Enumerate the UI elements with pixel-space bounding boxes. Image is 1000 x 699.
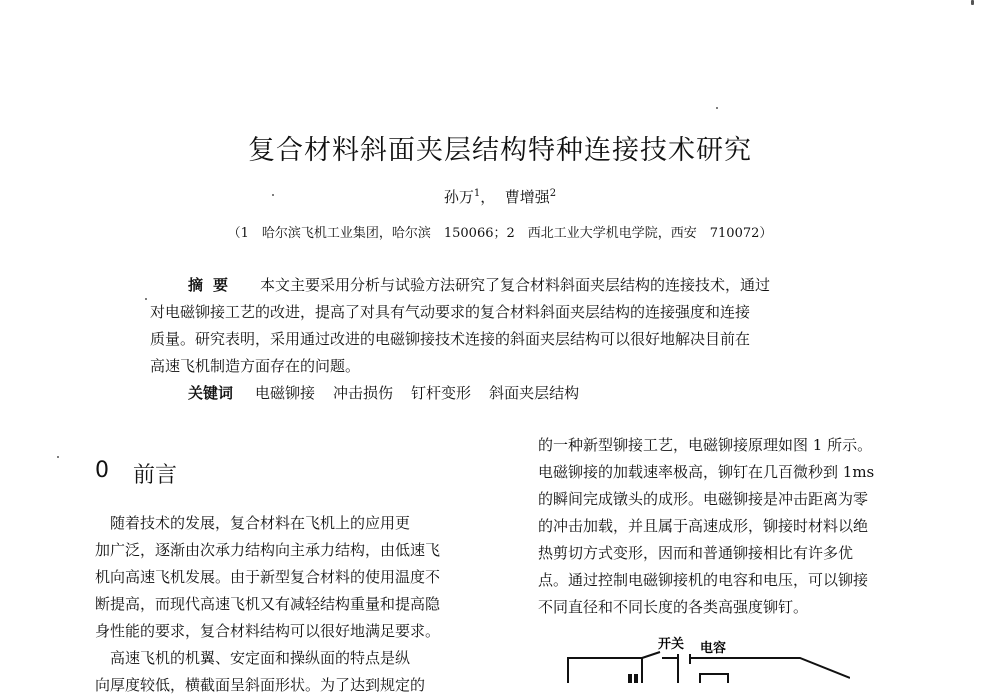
keywords — [188, 382, 597, 403]
abstract-label: 摘要 — [188, 276, 239, 294]
author-separator: ， — [480, 188, 496, 206]
abstract-line: 高速飞机制造方面存在的问题。 — [150, 357, 361, 375]
keyword: 电磁铆接 — [255, 384, 316, 402]
keyword: 钉杆变形 — [411, 384, 472, 402]
body-line: 高速飞机的机翼、安定面和操纵面的特点是纵 — [95, 649, 411, 667]
abstract-line: 对电磁铆接工艺的改进，提高了对具有气动要求的复合材料斜面夹层结构的连接强度和连接 — [150, 303, 751, 321]
body-line: 的冲击加载，并且属于高速成形，铆接时材料以绝 — [538, 517, 869, 535]
author-mark: 2 — [549, 188, 557, 199]
body-line: 随着技术的发展，复合材料在飞机上的应用更 — [95, 514, 411, 532]
author-name: 孙万 — [443, 188, 474, 206]
abstract-text: 本文主要采用分析与试验方法研究了复合材料斜面夹层结构的连接技术，通过 — [260, 276, 771, 294]
author-name: 曹增强 — [504, 188, 550, 206]
keyword: 冲击损伤 — [333, 384, 394, 402]
scan-speck — [57, 456, 59, 458]
circuit-wires — [568, 652, 850, 683]
body-line: 不同直径和不同长度的各类高强度铆钉。 — [538, 598, 809, 616]
body-line: 机向高速飞机发展。由于新型复合材料的使用温度不 — [95, 568, 441, 586]
scan-speck — [716, 107, 718, 109]
keywords-label: 关键词 — [188, 384, 234, 402]
abstract-line — [150, 272, 890, 299]
circuit-diagram — [550, 630, 850, 683]
scan-speck — [272, 194, 274, 196]
body-line: 断提高，而现代高速飞机又有减轻结构重量和提高隐 — [95, 595, 441, 613]
body-line: 的瞬间完成镦头的成形。电磁铆接是冲击距离为零 — [538, 490, 869, 508]
left-column — [95, 510, 505, 699]
body-line: 电磁铆接的加载速率极高，铆钉在几百微秒到 1ms — [538, 463, 875, 481]
scan-speck — [145, 298, 147, 300]
section-title: 前言 — [133, 463, 178, 488]
author-line — [0, 186, 1000, 207]
section-number: 0 — [95, 458, 109, 483]
abstract-line: 质量。研究表明，采用通过改进的电磁铆接技术连接的斜面夹层结构可以很好地解决目前在 — [150, 330, 751, 348]
scan-speck — [971, 0, 974, 5]
body-line: 点。通过控制电磁铆接机的电容和电压，可以铆接 — [538, 571, 869, 589]
abstract — [150, 272, 890, 380]
body-line: 的一种新型铆接工艺，电磁铆接原理如图 1 所示。 — [538, 436, 873, 454]
paper-title: 复合材料斜面夹层结构特种连接技术研究 — [248, 135, 752, 166]
body-line: 身性能的要求，复合材料结构可以很好地满足要求。 — [95, 622, 441, 640]
affiliation: （1 哈尔滨飞机工业集团，哈尔滨 150066；2 西北工业大学机电学院，西安 710072） — [227, 226, 773, 241]
body-line: 向厚度较低，横截面呈斜面形状。为了达到规定的 — [95, 676, 426, 694]
body-line: 热剪切方式变形，因而和普通铆接相比有许多优 — [538, 544, 854, 562]
coil-symbol — [628, 674, 638, 683]
capacitor-label: 电容 — [700, 641, 727, 656]
switch-label: 开关 — [658, 637, 685, 652]
body-line: 加广泛，逐渐由次承力结构向主承力结构，由低速飞 — [95, 541, 441, 559]
keyword: 斜面夹层结构 — [489, 384, 580, 402]
right-column — [538, 432, 948, 621]
author-mark: 1 — [473, 188, 481, 199]
